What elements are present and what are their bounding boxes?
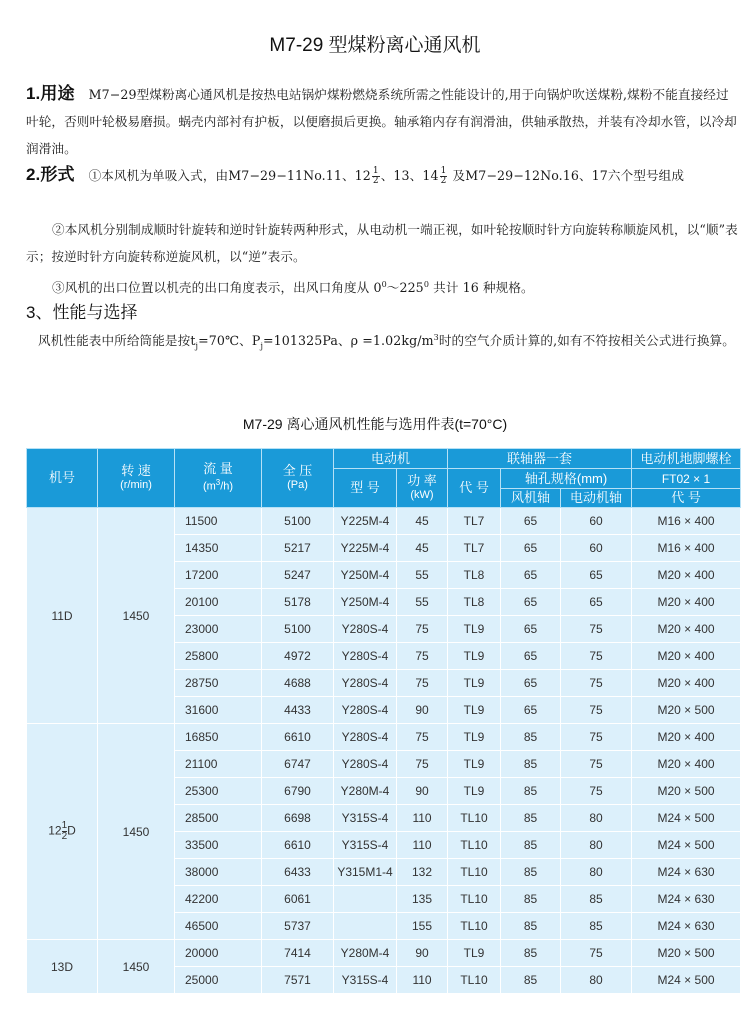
cell-flow: 21100	[175, 751, 262, 778]
cell-motor-shaft: 75	[561, 616, 632, 643]
perf-text-b: =70℃、P	[198, 333, 261, 349]
cell-motor-shaft: 75	[561, 643, 632, 670]
form-text-3a: ③风机的出口位置以机壳的出口角度表示，出风口角度从 0	[52, 280, 382, 296]
cell-motor-power: 110	[397, 967, 448, 994]
frac-num: 1	[372, 166, 379, 176]
perf-sub: j	[195, 341, 199, 351]
cell-fan-shaft: 65	[501, 670, 561, 697]
header-coupling-code: 代 号	[448, 469, 501, 508]
cell-motor-type: Y280M-4	[334, 778, 397, 805]
cell-motor-power: 135	[397, 886, 448, 913]
header-coupling: 联轴器一套	[448, 449, 632, 469]
cell-model	[27, 724, 98, 940]
page-title: M7-29 型煤粉离心通风机	[269, 35, 481, 56]
cell-pressure: 6747	[262, 751, 334, 778]
cell-bolt: M24 × 630	[632, 913, 741, 940]
cell-flow: 33500	[175, 832, 262, 859]
cell-motor-shaft: 75	[561, 940, 632, 967]
header-pressure-unit: (Pa)	[287, 479, 308, 491]
cell-motor-power: 110	[397, 832, 448, 859]
cell-motor-type: Y250M-4	[334, 589, 397, 616]
header-bolt: 电动机地脚螺栓	[632, 449, 741, 469]
cell-bolt: M20 × 400	[632, 589, 741, 616]
form-text-1b: 、13、14	[380, 168, 439, 183]
header-flow-unit	[175, 476, 261, 494]
cell-coupling-code: TL10	[448, 967, 501, 994]
cell-motor-type	[334, 913, 397, 940]
table-row	[27, 724, 741, 751]
cell-bolt: M24 × 630	[632, 886, 741, 913]
cell-motor-power: 75	[397, 643, 448, 670]
cell-fan-shaft: 65	[501, 508, 561, 535]
header-speed-unit: (r/min)	[120, 479, 152, 491]
cell-motor-type: Y280S-4	[334, 616, 397, 643]
cell-motor-shaft: 85	[561, 886, 632, 913]
cell-pressure: 6061	[262, 886, 334, 913]
cell-bolt: M20 × 400	[632, 616, 741, 643]
cell-flow: 28500	[175, 805, 262, 832]
header-model-label: 机号	[48, 470, 75, 485]
cell-pressure: 5178	[262, 589, 334, 616]
cell-pressure: 7414	[262, 940, 334, 967]
cell-pressure: 5247	[262, 562, 334, 589]
cell-flow: 11500	[175, 508, 262, 535]
cell-coupling-code: TL9	[448, 751, 501, 778]
form-paragraph-3	[26, 271, 738, 301]
cell-flow: 17200	[175, 562, 262, 589]
header-pressure-label: 全 压	[282, 463, 313, 478]
cell-motor-shaft: 65	[561, 589, 632, 616]
cell-motor-type: Y315M1-4	[334, 859, 397, 886]
cell-flow: 14350	[175, 535, 262, 562]
header-motor-power-label: 功 率	[407, 473, 437, 488]
cell-coupling-code: TL10	[448, 832, 501, 859]
cell-motor-power: 55	[397, 562, 448, 589]
cell-pressure: 4433	[262, 697, 334, 724]
header-motor-power-unit: (kW)	[410, 489, 434, 501]
frac-num: 1	[440, 166, 447, 176]
cell-pressure: 7571	[262, 967, 334, 994]
cell-coupling-code: TL9	[448, 778, 501, 805]
cell-flow: 25300	[175, 778, 262, 805]
cell-bolt: M20 × 500	[632, 697, 741, 724]
model-frac-den: 2	[61, 831, 68, 842]
cell-motor-shaft: 75	[561, 670, 632, 697]
cell-coupling-code: TL7	[448, 535, 501, 562]
cell-bolt: M24 × 500	[632, 805, 741, 832]
frac-den: 2	[372, 176, 379, 186]
cell-flow: 46500	[175, 913, 262, 940]
table-row	[27, 508, 741, 535]
cell-motor-type: Y315S-4	[334, 805, 397, 832]
cell-motor-shaft: 80	[561, 859, 632, 886]
cell-coupling-code: TL9	[448, 697, 501, 724]
cell-pressure: 6610	[262, 832, 334, 859]
cell-coupling-code: TL9	[448, 940, 501, 967]
cell-bolt: M20 × 400	[632, 643, 741, 670]
section-performance-heading: 3、性能与选择	[26, 303, 138, 322]
header-flow-label: 流 量	[203, 461, 233, 477]
form-text-3b: ～225	[386, 280, 424, 296]
cell-coupling-code: TL10	[448, 886, 501, 913]
table-title: M7-29 离心通风机性能与选用件表(t=70°C)	[242, 416, 508, 432]
cell-motor-power: 110	[397, 805, 448, 832]
cell-coupling-code: TL9	[448, 670, 501, 697]
cell-coupling-code: TL9	[448, 643, 501, 670]
cell-motor-type: Y280S-4	[334, 724, 397, 751]
cell-coupling-code: TL10	[448, 859, 501, 886]
section-usage-heading: 1.用途	[26, 84, 75, 103]
cell-pressure: 4688	[262, 670, 334, 697]
cell-motor-type: Y315S-4	[334, 832, 397, 859]
cell-fan-shaft: 85	[501, 778, 561, 805]
header-motor-type: 型 号	[334, 469, 397, 508]
cell-coupling-code: TL10	[448, 913, 501, 940]
cell-fan-shaft: 85	[501, 967, 561, 994]
cell-fan-shaft: 85	[501, 751, 561, 778]
cell-motor-type: Y280S-4	[334, 751, 397, 778]
flow-unit-sup: 3	[215, 478, 221, 488]
cell-flow: 25000	[175, 967, 262, 994]
header-bolt-spec: FT02 × 1	[632, 469, 741, 489]
form-text-1c: 及M7−29−12No.16、17六个型号组成	[452, 168, 685, 183]
cell-coupling-code: TL7	[448, 508, 501, 535]
cell-fan-shaft: 85	[501, 859, 561, 886]
cell-motor-type: Y280S-4	[334, 697, 397, 724]
cell-coupling-code: TL9	[448, 724, 501, 751]
cell-bolt: M20 × 400	[632, 562, 741, 589]
header-pressure	[262, 449, 334, 508]
header-bolt-code: 代 号	[632, 489, 741, 508]
cell-bolt: M16 × 400	[632, 535, 741, 562]
cell-fan-shaft: 65	[501, 589, 561, 616]
cell-flow: 42200	[175, 886, 262, 913]
cell-flow: 20100	[175, 589, 262, 616]
section-form	[26, 161, 738, 189]
performance-table	[26, 448, 741, 994]
cell-speed: 1450	[98, 940, 175, 994]
header-speed-label: 转 速	[121, 463, 151, 478]
cell-motor-power: 75	[397, 751, 448, 778]
cell-motor-shaft: 60	[561, 535, 632, 562]
cell-coupling-code: TL8	[448, 562, 501, 589]
cell-bolt: M16 × 400	[632, 508, 741, 535]
cell-motor-shaft: 80	[561, 832, 632, 859]
section-performance-text	[26, 324, 738, 360]
cell-bolt: M20 × 400	[632, 670, 741, 697]
cell-bolt: M20 × 500	[632, 778, 741, 805]
cell-pressure: 5737	[262, 913, 334, 940]
cell-fan-shaft: 85	[501, 724, 561, 751]
fraction-half	[372, 167, 380, 186]
cell-motor-power: 132	[397, 859, 448, 886]
cell-pressure: 6433	[262, 859, 334, 886]
cell-model: 13D	[27, 940, 98, 994]
cell-motor-shaft: 75	[561, 778, 632, 805]
cell-pressure: 5100	[262, 616, 334, 643]
cell-flow: 28750	[175, 670, 262, 697]
cell-motor-shaft: 85	[561, 913, 632, 940]
fraction-half	[440, 167, 448, 186]
cell-fan-shaft: 85	[501, 805, 561, 832]
cell-motor-type: Y225M-4	[334, 508, 397, 535]
cell-fan-shaft: 85	[501, 940, 561, 967]
perf-sub: j	[260, 341, 264, 351]
cell-motor-shaft: 60	[561, 508, 632, 535]
perf-text-d: 时的空气介质计算的,如有不符按相关公式进行换算。	[438, 333, 735, 349]
cell-bolt: M20 × 400	[632, 724, 741, 751]
model-frac-num: 1	[61, 820, 68, 831]
section-usage-text: M7−29型煤粉离心通风机是按热电站锅炉煤粉燃烧系统所需之性能设计的,用于向锅炉吹送煤粉,煤粉不能直接经过叶轮，否则叶轮极易磨损。蜗壳内部衬有护板，以便磨损后更换。轴承箱内存有润滑油，供轴承散热，并装有冷却水管，以冷却润滑油。	[26, 87, 737, 156]
cell-flow: 20000	[175, 940, 262, 967]
cell-motor-type: Y250M-4	[334, 562, 397, 589]
form-paragraph-2: ②本风机分别制成顺时针旋转和逆时针旋转两种形式，从电动机一端正视，如叶轮按顺时针方向旋转称顺旋风机，以“顺”表示；按逆时针方向旋转称逆旋风机，以“逆”表示。	[26, 222, 738, 264]
cell-motor-type	[334, 886, 397, 913]
header-flow	[175, 449, 262, 508]
cell-motor-type: Y280M-4	[334, 940, 397, 967]
cell-fan-shaft: 85	[501, 886, 561, 913]
cell-motor-power: 90	[397, 940, 448, 967]
cell-bolt: M20 × 400	[632, 751, 741, 778]
section-form-heading: 2.形式	[26, 165, 75, 184]
cell-fan-shaft: 65	[501, 616, 561, 643]
cell-bolt: M20 × 500	[632, 940, 741, 967]
cell-motor-power: 75	[397, 724, 448, 751]
cell-fan-shaft: 65	[501, 562, 561, 589]
perf-text-c: =101325Pa、ρ =1.02kg/m	[263, 333, 434, 349]
cell-motor-power: 155	[397, 913, 448, 940]
cell-motor-shaft: 80	[561, 967, 632, 994]
cell-motor-power: 75	[397, 616, 448, 643]
cell-speed: 1450	[98, 724, 175, 940]
cell-flow: 38000	[175, 859, 262, 886]
table-row	[27, 940, 741, 967]
cell-bolt: M24 × 630	[632, 859, 741, 886]
cell-motor-power: 90	[397, 778, 448, 805]
cell-motor-shaft: 75	[561, 697, 632, 724]
frac-den: 2	[440, 176, 447, 186]
cell-motor-type: Y280S-4	[334, 643, 397, 670]
header-speed	[98, 449, 175, 508]
flow-unit-b: /h)	[220, 480, 234, 493]
form-text-3c: 共计 16 种规格。	[429, 280, 534, 296]
cell-fan-shaft: 85	[501, 913, 561, 940]
cell-motor-type: Y315S-4	[334, 967, 397, 994]
model-suffix: D	[67, 823, 76, 838]
header-motor-shaft: 电动机轴	[561, 489, 632, 508]
cell-pressure: 4972	[262, 643, 334, 670]
cell-bolt: M24 × 500	[632, 967, 741, 994]
cell-model: 11D	[27, 508, 98, 724]
cell-motor-shaft: 75	[561, 751, 632, 778]
header-shaft-spec: 轴孔规格(mm)	[501, 469, 632, 489]
cell-motor-power: 45	[397, 535, 448, 562]
cell-fan-shaft: 85	[501, 832, 561, 859]
cell-pressure: 6698	[262, 805, 334, 832]
cell-speed: 1450	[98, 508, 175, 724]
cell-pressure: 5217	[262, 535, 334, 562]
cell-fan-shaft: 65	[501, 697, 561, 724]
cell-flow: 16850	[175, 724, 262, 751]
cell-motor-power: 75	[397, 670, 448, 697]
header-fan-shaft: 风机轴	[501, 489, 561, 508]
cell-motor-power: 90	[397, 697, 448, 724]
header-model	[27, 449, 98, 508]
cell-flow: 25800	[175, 643, 262, 670]
cell-motor-power: 55	[397, 589, 448, 616]
cell-motor-shaft: 80	[561, 805, 632, 832]
form-text-1a: ①本风机为单吸入式，由M7−29−11No.11、12	[88, 168, 371, 183]
cell-motor-power: 45	[397, 508, 448, 535]
cell-coupling-code: TL8	[448, 589, 501, 616]
cell-pressure: 6610	[262, 724, 334, 751]
cell-coupling-code: TL10	[448, 805, 501, 832]
cell-fan-shaft: 65	[501, 535, 561, 562]
cell-coupling-code: TL9	[448, 616, 501, 643]
degree-sup: 0	[423, 280, 430, 289]
header-motor-power	[397, 469, 448, 508]
cell-flow: 31600	[175, 697, 262, 724]
cell-flow: 23000	[175, 616, 262, 643]
cell-fan-shaft: 65	[501, 643, 561, 670]
perf-sup: 3	[433, 333, 439, 342]
header-motor: 电动机	[334, 449, 448, 469]
cell-motor-type: Y225M-4	[334, 535, 397, 562]
cell-motor-type: Y280S-4	[334, 670, 397, 697]
flow-unit-a: (m	[202, 480, 216, 493]
section-usage	[26, 80, 738, 162]
cell-motor-shaft: 75	[561, 724, 632, 751]
cell-pressure: 5100	[262, 508, 334, 535]
degree-sup: 0	[381, 280, 387, 289]
perf-text-a: 风机性能表中所给筒能是按t	[38, 333, 196, 349]
cell-motor-shaft: 65	[561, 562, 632, 589]
cell-bolt: M24 × 500	[632, 832, 741, 859]
cell-pressure: 6790	[262, 778, 334, 805]
model-prefix: 12	[48, 823, 62, 838]
